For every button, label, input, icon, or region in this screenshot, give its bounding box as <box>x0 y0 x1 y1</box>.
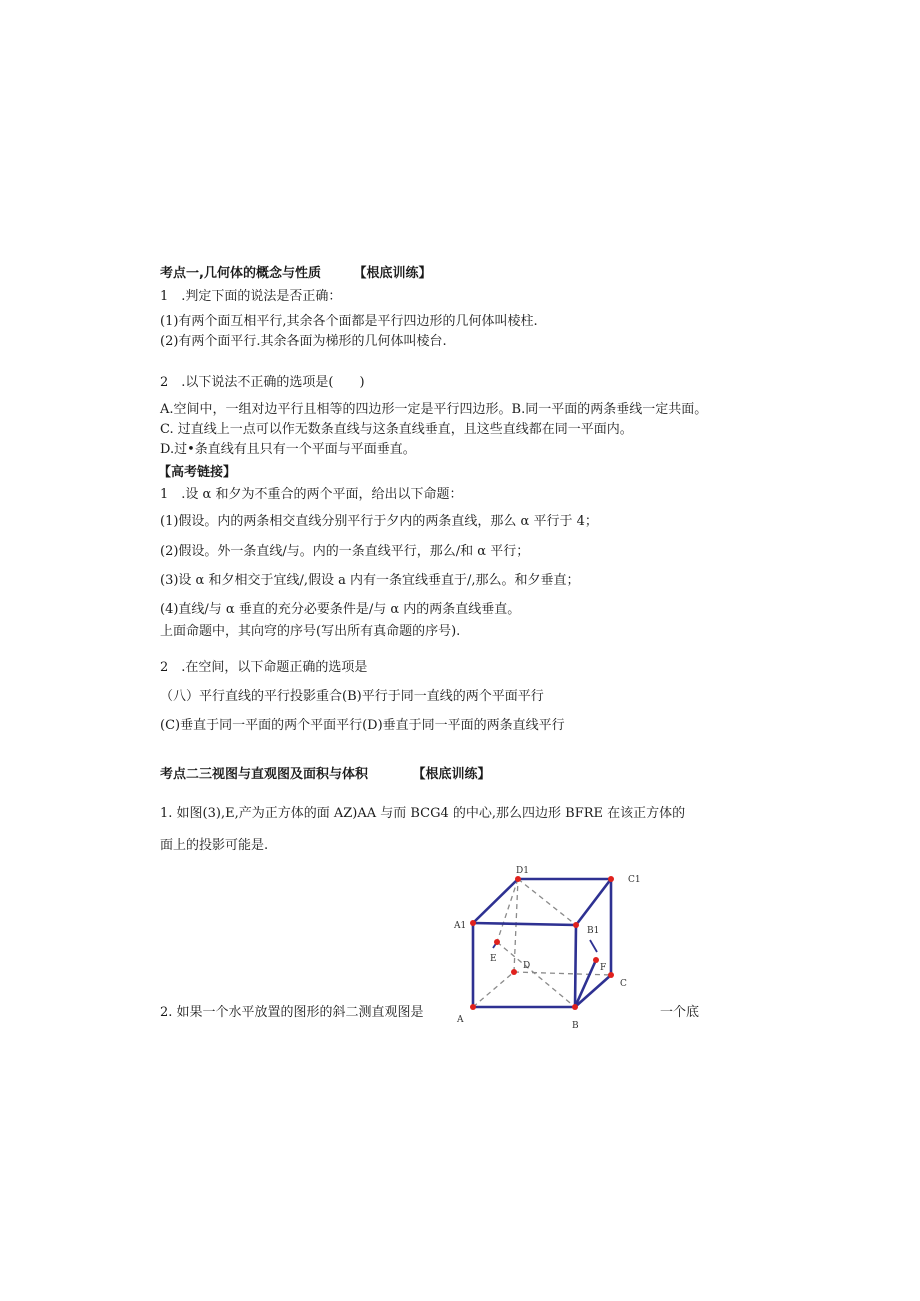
point-d <box>511 969 517 975</box>
label-c1: C1 <box>628 875 641 885</box>
g1-tail: 上面命题中，其向穹的序号(写出所有真命题的序号). <box>160 624 461 639</box>
s2-q1-line-1: 1. 如图(3),E,产为正方体的面 AZ)AA 与而 BCG4 的中心,那么四边形 BFRE 在该正方体的 <box>160 806 686 821</box>
gaokao-tag: 【高考链接】 <box>158 465 237 480</box>
g1-item-2: (2)假设。外一条直线/与。内的一条直线平行，那么/和 α 平行； <box>160 544 530 559</box>
edge-top-face <box>473 879 611 925</box>
label-a1: A1 <box>454 921 467 931</box>
edge-d1-b1 <box>518 879 576 925</box>
label-a: A <box>457 1015 464 1025</box>
section1-tag: 【根底训练】 <box>353 266 432 281</box>
s1-q2-option-a-b: A.空间中，一组对边平行且相等的四边形一定是平行四边形。B.同一平面的两条垂线一定共面。 <box>160 402 708 417</box>
s1-q2-stem: 2 .以下说法不正确的选项是( ) <box>160 375 365 390</box>
g1-stem: 1 .设 α 和夕为不重合的两个平面，给出以下命题： <box>160 487 463 502</box>
edge-b-f <box>575 960 596 1007</box>
point-b1 <box>573 922 579 928</box>
label-b1: B1 <box>587 926 600 936</box>
section1-heading <box>160 266 432 282</box>
point-c <box>608 972 614 978</box>
edge-a-d <box>473 972 514 1007</box>
point-e <box>494 939 500 945</box>
g2-stem: 2 .在空间，以下命题正确的选项是 <box>160 660 368 675</box>
label-b: B <box>572 1021 579 1031</box>
section1-heading-text: 考点一,几何体的概念与性质 <box>160 266 321 281</box>
edge-e-b <box>497 942 575 1007</box>
point-b <box>572 1004 578 1010</box>
label-c: C <box>620 979 627 989</box>
cube-figure <box>440 860 650 1035</box>
g1-item-1: (1)假设。内的两条相交直线分别平行于夕内的两条直线，那么 α 平行于 4； <box>160 514 598 529</box>
label-e: E <box>490 954 497 964</box>
point-f <box>593 957 599 963</box>
label-f: F <box>600 963 607 973</box>
point-a <box>470 1004 476 1010</box>
s1-q1-item-2: (2)有两个面平行.其余各面为梯形的几何体叫棱台. <box>160 334 447 349</box>
section2-heading <box>160 767 491 783</box>
section2-heading-text: 考点二三视图与直观图及面积与体积 <box>160 767 369 782</box>
section2-tag: 【根底训练】 <box>412 767 491 782</box>
point-c1 <box>608 876 614 882</box>
s1-q2-option-d: D.过•条直线有且只有一个平面与平面垂直。 <box>160 442 416 457</box>
edge-d-c <box>514 972 611 975</box>
edge-d-d1 <box>514 879 518 972</box>
edge-b1-marker <box>590 940 597 952</box>
g2-line-a: （八）平行直线的平行投影重合(B)平行于同一直线的两个平面平行 <box>160 689 544 704</box>
point-d1 <box>515 876 521 882</box>
s1-q2-option-c: C. 过直线上一点可以作无数条直线与这条直线垂直，且这些直线都在同一平面内。 <box>160 422 633 437</box>
point-a1 <box>470 920 476 926</box>
s1-q1-item-1: (1)有两个面互相平行,其余各个面都是平行四边形的几何体叫棱柱. <box>160 314 538 329</box>
label-d1: D1 <box>516 866 529 876</box>
hidden-edges <box>473 879 611 1007</box>
s2-q2-left: 2. 如果一个水平放置的图形的斜二测直观图是 <box>160 1005 424 1020</box>
label-d: D <box>523 961 531 971</box>
g1-item-4: (4)直线/与 α 垂直的充分必要条件是/与 α 内的两条直线垂直。 <box>160 602 521 617</box>
s2-q1-line-2: 面上的投影可能是. <box>160 838 269 853</box>
s2-q2-right: 一个底 <box>660 1005 700 1020</box>
g1-item-3: (3)设 α 和夕相交于宜线/,假设 a 内有一条宜线垂直于/,那么。和夕垂直； <box>160 573 580 588</box>
edge-right-face <box>575 879 611 1007</box>
g2-line-b: (C)垂直于同一平面的两个平面平行(D)垂直于同一平面的两条直线平行 <box>160 718 565 733</box>
s1-q1-stem: 1 .判定下面的说法是否正确： <box>160 289 342 304</box>
